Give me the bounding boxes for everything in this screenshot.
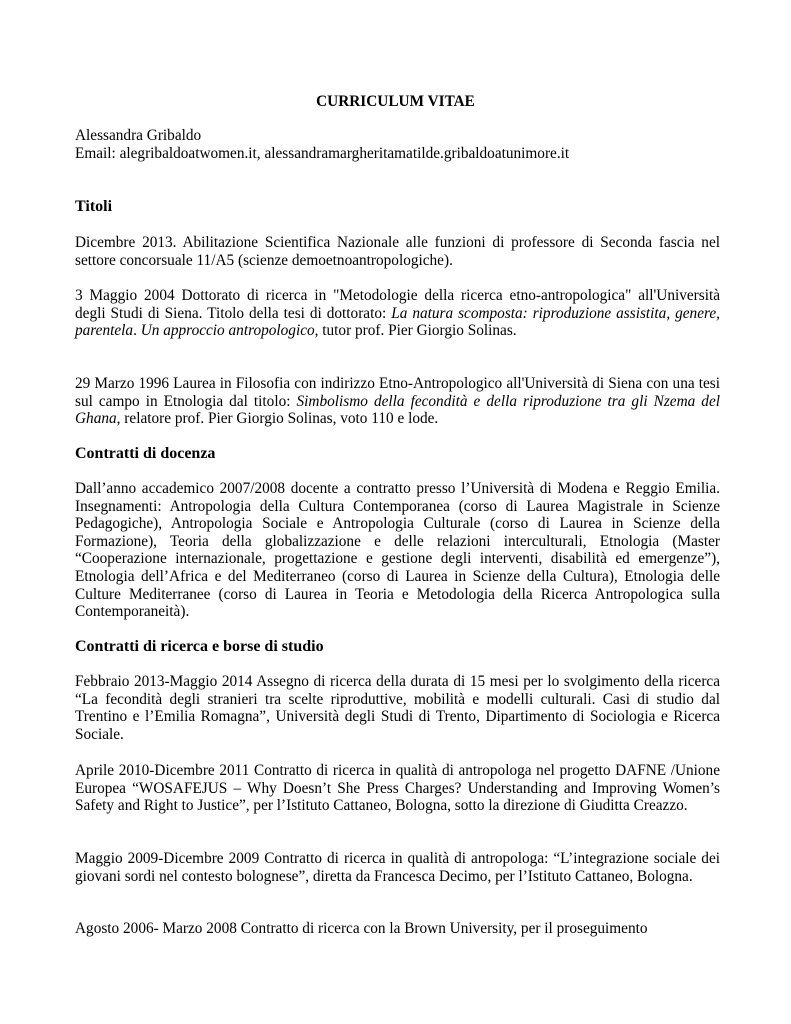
ricerca-entry-dafne: Aprile 2010-Dicembre 2011 Contratto di ricerca in qualità di antropologa nel progetto DAFNE /Unione Europea “WOSAFEJUS – Why Doesn’t She Press Charges? Understanding and Improving Women’s Safety and Right to Justice”, per l’Istituto Cattaneo, Bologna, sotto la direzione di Giuditta Creazzo. bbox=[75, 762, 720, 815]
docenza-entry: Dall’anno accademico 2007/2008 docente a contratto presso l’Università di Modena e Reggio Emilia. Insegnamenti: Antropologia della Cultura Contemporanea (corso di Laurea Magistrale in Scienze Pedagogiche), Antropologia Sociale e Antropologia Culturale (corso di Laurea in Scienze della Formazione), Teoria della globalizzazione e delle relazioni interculturali, Etnologia (Master “Cooperazione internazionale, progettazione e gestione degli interventi, disabilità ed emergenze”), Etnologia dell’Africa e del Mediterraneo (corso di Laurea in Scienze della Cultura), Etnologia delle Culture Mediterranee (corso di Laurea in Teoria e Metodologia della Ricerca Antropologica sulla Contemporaneità). bbox=[75, 480, 720, 621]
section-heading-docenza: Contratti di docenza bbox=[75, 445, 216, 462]
email-line: Email: alegribaldoatwomen.it, alessandramargheritamatilde.gribaldoatunimore.it bbox=[75, 144, 570, 162]
ricerca-entry-trento: Febbraio 2013-Maggio 2014 Assegno di ricerca della durata di 15 mesi per lo svolgimento della ricerca “La fecondità degli stranieri tra scelte riproduttive, mobilità e modelli culturali. Casi di studio dal Trentino e l’Emilia Romagna”, Università degli Studi di Trento, Dipartimento di Sociologia e Ricerca Sociale. bbox=[75, 673, 720, 743]
section-heading-ricerca: Contratti di ricerca e borse di studio bbox=[75, 638, 324, 655]
document-title: CURRICULUM VITAE bbox=[316, 93, 475, 110]
ricerca-entry-sordi: Maggio 2009-Dicembre 2009 Contratto di ricerca in qualità di antropologa: “L’integrazione sociale dei giovani sordi nel contesto bolognese”, diretta da Francesca Decimo, per l’Istituto Cattaneo, Bologna. bbox=[75, 850, 720, 885]
section-heading-titoli: Titoli bbox=[75, 198, 113, 215]
titoli-entry-dottorato: 3 Maggio 2004 Dottorato di ricerca in "Metodologie della ricerca etno-antropologica" all'Università degli Studi di Siena. Titolo della tesi di dottorato: La natura scomposta: riproduzione assistita, genere, parentela. Un approccio antropologico, tutor prof. Pier Giorgio Solinas. bbox=[75, 287, 720, 340]
ricerca-entry-brown: Agosto 2006- Marzo 2008 Contratto di ricerca con la Brown University, per il proseguimento bbox=[75, 920, 648, 937]
contact-block bbox=[75, 127, 720, 162]
author-name: Alessandra Gribaldo bbox=[75, 127, 202, 144]
titoli-entry-abilitazione: Dicembre 2013. Abilitazione Scientifica Nazionale alle funzioni di professore di Seconda fascia nel settore concorsuale 11/A5 (scienze demoetnoantropologiche). bbox=[75, 234, 720, 269]
titoli-entry-laurea: 29 Marzo 1996 Laurea in Filosofia con indirizzo Etno-Antropologico all'Università di Siena con una tesi sul campo in Etnologia dal titolo: Simbolismo della fecondità e della riproduzione tra gli Nzema del Ghana, relatore prof. Pier Giorgio Solinas, voto 110 e lode. bbox=[75, 375, 720, 428]
